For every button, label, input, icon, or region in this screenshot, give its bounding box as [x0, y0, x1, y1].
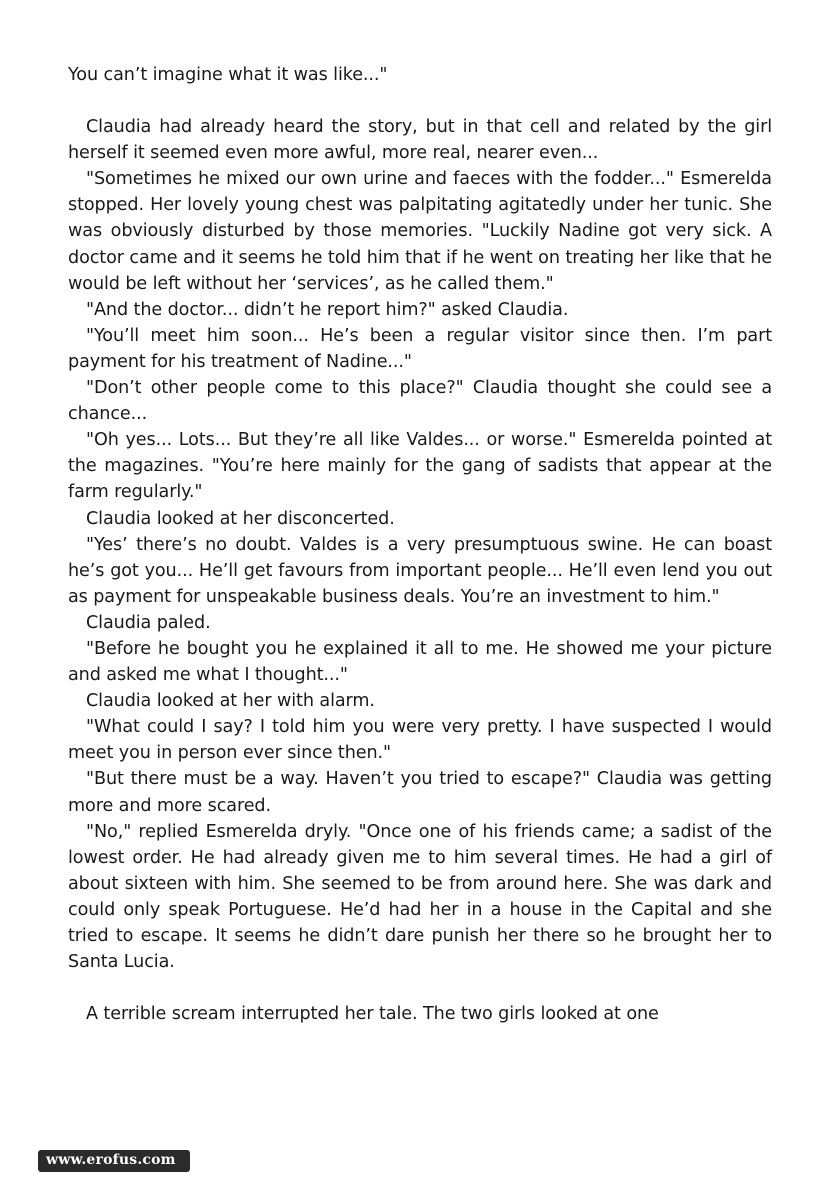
paragraph: You can’t imagine what it was like..." — [68, 65, 388, 85]
paragraph: "But there must be a way. Haven’t you tried to escape?" Claudia was getting more and more scared. — [68, 769, 772, 816]
paragraph: Claudia paled. — [86, 612, 211, 633]
paragraph: "Yes’ there’s no doubt. Valdes is a very presumptuous swine. He can boast he’s got you... He’ll get favours from important people... He’ll even lend you out as payment for unspeakable business deals. You’re an investment to him." — [68, 534, 772, 607]
paragraph: "No," replied Esmerelda dryly. "Once one of his friends came; a sadist of the lowest order. He had already given me to him several times. He had a girl of about sixteen with him. She seemed to be from around here. She was dark and could only speak Portuguese. He’d had her in a house in the Capital and she tried to escape. It seems he didn’t dare punish her there so he brought her to Santa Lucia. — [68, 821, 772, 973]
paragraph: Claudia looked at her with alarm. — [86, 691, 375, 712]
paragraph: "You’ll meet him soon... He’s been a regular visitor since then. I’m part payment for his treatment of Nadine..." — [68, 325, 772, 372]
paragraph: Claudia looked at her disconcerted. — [86, 508, 395, 529]
paragraph: "Sometimes he mixed our own urine and faeces with the fodder..." Esmerelda stopped. Her lovely young chest was palpitating agitatedly under her tunic. She was obviously disturbed by those memories. "Luckily Nadine got very sick. A doctor came and it seems he told him that if he went on treating her like that he would be left without her ‘services’, as he called them." — [68, 169, 772, 294]
paragraph: Claudia had already heard the story, but in that cell and related by the girl herself it seemed even more awful, more real, nearer even... — [68, 117, 772, 164]
watermark-badge — [38, 1150, 190, 1172]
paragraph-gap — [68, 88, 772, 114]
paragraph: "What could I say? I told him you were very pretty. I have suspected I would meet you in person ever since then." — [68, 717, 772, 764]
paragraph: "Oh yes... Lots... But they’re all like Valdes... or worse." Esmerelda pointed at the magazines. "You’re here mainly for the gang of sadists that appear at the farm regularly." — [68, 430, 772, 503]
page-text — [68, 62, 772, 1027]
paragraph-gap — [68, 975, 772, 1001]
paragraph: "And the doctor... didn’t he report him?" asked Claudia. — [86, 299, 569, 320]
paragraph: "Don’t other people come to this place?" Claudia thought she could see a chance... — [68, 378, 772, 425]
watermark-text: www.erofus.com — [46, 1152, 176, 1168]
paragraph: A terrible scream interrupted her tale. The two girls looked at one — [86, 1004, 659, 1025]
paragraph: "Before he bought you he explained it all to me. He showed me your picture and asked me what I thought..." — [68, 638, 772, 686]
